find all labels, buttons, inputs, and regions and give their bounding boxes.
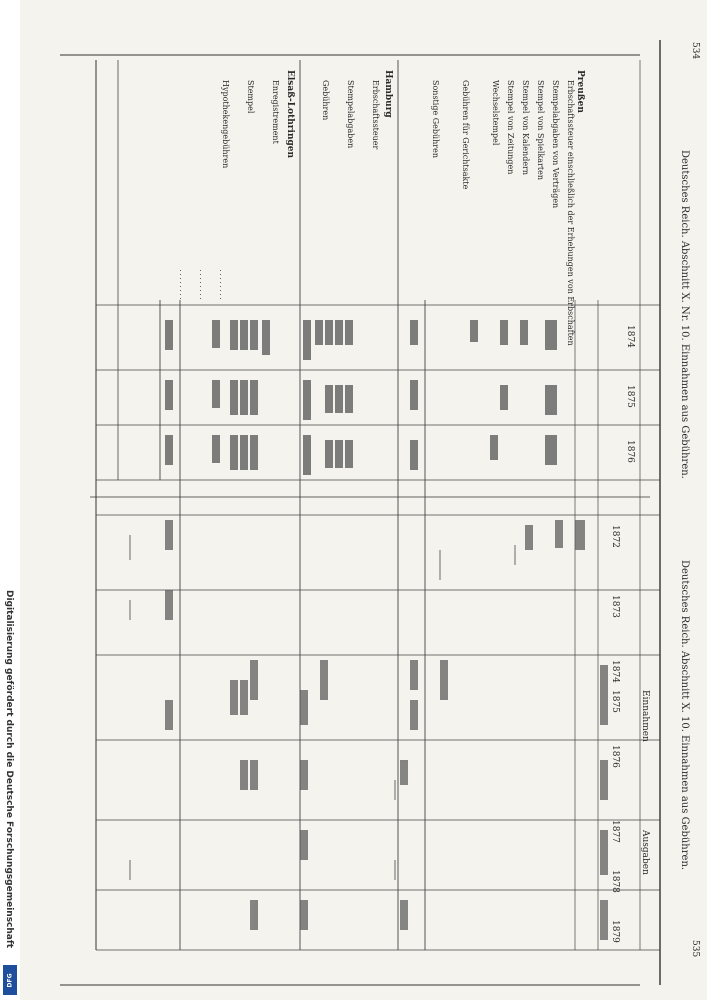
row-label: Wechselstempel [491, 80, 500, 146]
row-label: Stempel von Kalendern [521, 80, 530, 176]
row-label: Stempel von Zeitungen [506, 80, 515, 175]
funding-note: Digitalisierung gefördert durch die Deutsche Forschungsgemeinschaft [4, 590, 14, 949]
col-header-1876-r: 1876 [610, 745, 620, 768]
col-header-1875-r: 1875 [610, 690, 620, 713]
group-label-ausgaben: Ausgaben [640, 830, 650, 875]
section-elsass: Elsaß-Lothringen [285, 70, 295, 159]
dot-leader [200, 270, 201, 300]
col-header-1874-r: 1874 [610, 660, 620, 683]
section-preussen: Preußen [575, 70, 585, 113]
row-label: Stempelabgaben [346, 80, 355, 149]
dfg-logo: DFG [3, 965, 17, 995]
left-running-header: Deutsches Reich. Abschnitt X. Nr. 10. Einnahmen aus Gebühren. [679, 150, 690, 479]
group-label-einnahmen: Einnahmen [640, 690, 650, 742]
section-hamburg: Hamburg [383, 70, 393, 118]
dot-leader [220, 270, 221, 300]
col-header-1876: 1876 [625, 440, 635, 463]
row-label: Gebühren [321, 80, 330, 121]
row-label: Enregistrement [271, 80, 280, 144]
row-label: Hypothekengebühren [221, 80, 230, 169]
col-header-1879: 1879 [610, 920, 620, 943]
row-label: Stempel [246, 80, 255, 114]
right-running-header: Deutsches Reich. Abschnitt X. 10. Einnahmen aus Gebühren. [679, 560, 690, 871]
col-header-1872: 1872 [610, 525, 620, 548]
col-header-1878: 1878 [610, 870, 620, 893]
page-number-left: 534 [690, 42, 700, 60]
page-number-right: 535 [690, 940, 700, 958]
col-header-1874: 1874 [625, 325, 635, 348]
row-label: Gebühren für Gerichtsakte [461, 80, 470, 190]
row-label: Stempel von Spielkarten [536, 80, 545, 180]
col-header-1877: 1877 [610, 820, 620, 843]
col-header-1873: 1873 [610, 595, 620, 618]
row-label: Erbschaftssteuer einschließlich der Erhebungen von Erbschaften [566, 80, 575, 346]
row-label: Sonstige Gebühren [431, 80, 440, 158]
row-label: Stempelabgaben von Verträgen [551, 80, 560, 209]
dot-leader [180, 270, 181, 300]
col-header-1875: 1875 [625, 385, 635, 408]
row-label: Erbschaftssteuer [371, 80, 380, 150]
